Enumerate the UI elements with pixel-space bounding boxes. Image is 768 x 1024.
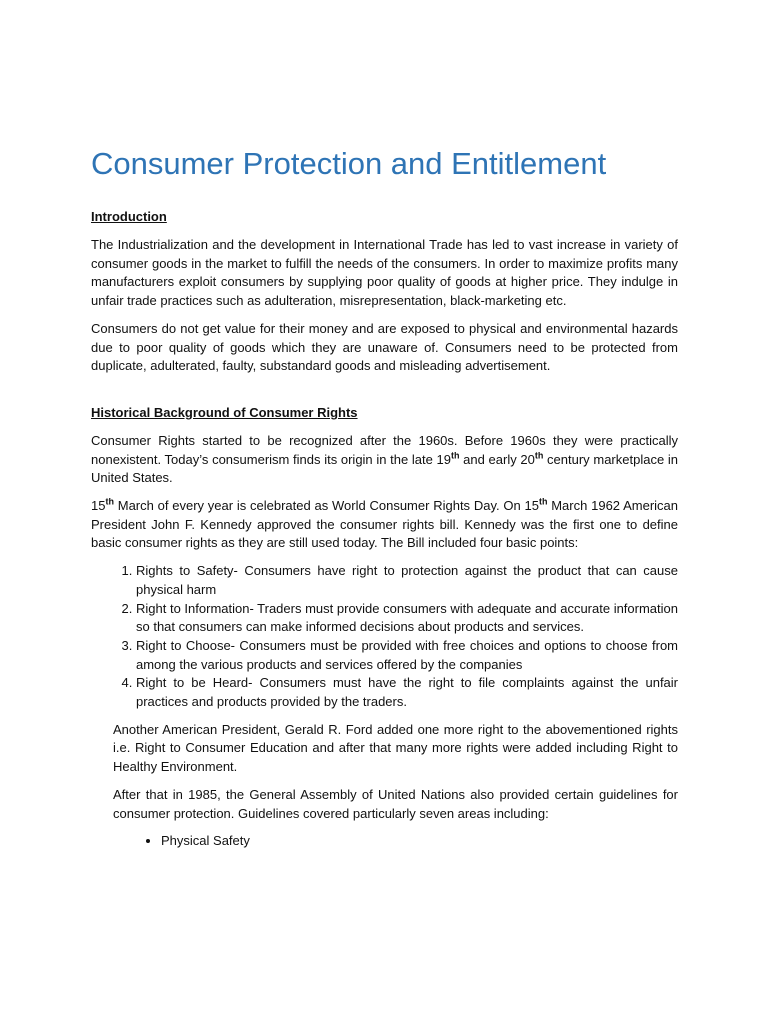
list-item: 2. Right to Information- Traders must provide consumers with adequate and accurate information so that consumers can make informed decisions about products and services.: [136, 600, 678, 637]
intro-paragraph-1: The Industrialization and the development in International Trade has led to vast increase in variety of consumer goods in the market to fulfill the needs of the consumers. In order to maximize profits many manufacturers exploit consumers by supplying poor quality of goods at higher price. They indulge in unfair trade practices such as adulteration, misrepresentation, black-marketing etc.: [91, 237, 678, 309]
intro-paragraph-2: Consumers do not get value for their money and are exposed to physical and environmental hazards due to poor quality of goods which they are unaware of. Consumers need to be protected from duplicate, adulterated, faulty, substandard goods and misleading advertisement.: [91, 320, 678, 374]
section-spacer: [91, 385, 678, 404]
history-paragraph-1-text-c: century marketplace in United States.: [91, 451, 678, 486]
list-item: 4. Right to be Heard- Consumers must have the right to file complaints against the unfair practices and products provided by the traders.: [136, 674, 678, 711]
introduction-heading: Introduction: [91, 209, 167, 224]
list-item: 3. Right to Choose- Consumers must be provided with free choices and options to choose from among the various products and services offered by the companies: [136, 637, 678, 674]
history-paragraph-2: [91, 497, 678, 553]
history-heading: Historical Background of Consumer Rights: [91, 404, 358, 420]
un-guidelines-paragraph: After that in 1985, the General Assembly of United Nations also provided certain guidelines for consumer protection. Guidelines covered particularly seven areas including:: [113, 786, 678, 821]
consumer-rights-list: [91, 562, 678, 712]
list-item: • Physical Safety: [161, 832, 678, 851]
ordinal-suffix: th: [451, 450, 460, 461]
document-title: Consumer Protection and Entitlement: [91, 146, 607, 181]
guideline-areas-list: [91, 832, 678, 851]
list-item: 1. Rights to Safety- Consumers have right to protection against the product that can cause physical harm: [136, 562, 678, 599]
history-paragraph-2-text-b: March of every year is celebrated as World Consumer Rights Day. On 15: [113, 498, 539, 514]
history-paragraph-1-text-b: and early 20: [459, 451, 535, 467]
history-paragraph-1-text-a: Consumer Rights started to be recognized after the 1960s. Before 1960s they were practically nonexistent. Today’s consumerism finds its origin in the late 19: [91, 432, 678, 467]
ordinal-suffix: th: [105, 496, 114, 507]
history-paragraph-2-text-a: 15: [91, 498, 106, 514]
ordinal-suffix: th: [534, 450, 544, 461]
ordinal-suffix: th: [538, 496, 548, 507]
document-body: [91, 140, 678, 851]
history-paragraph-1: [91, 432, 678, 488]
history-paragraph-2-text-c: March 1962 American President John F. Kennedy approved the consumer rights bill. Kennedy was the first one to define basic consumer rights as they are still used today. The Bill included four basic points:: [91, 498, 678, 551]
ford-paragraph: Another American President, Gerald R. Ford added one more right to the abovementioned rights i.e. Right to Consumer Education and after that many more rights were added including Right to Healthy Environment.: [113, 721, 678, 775]
